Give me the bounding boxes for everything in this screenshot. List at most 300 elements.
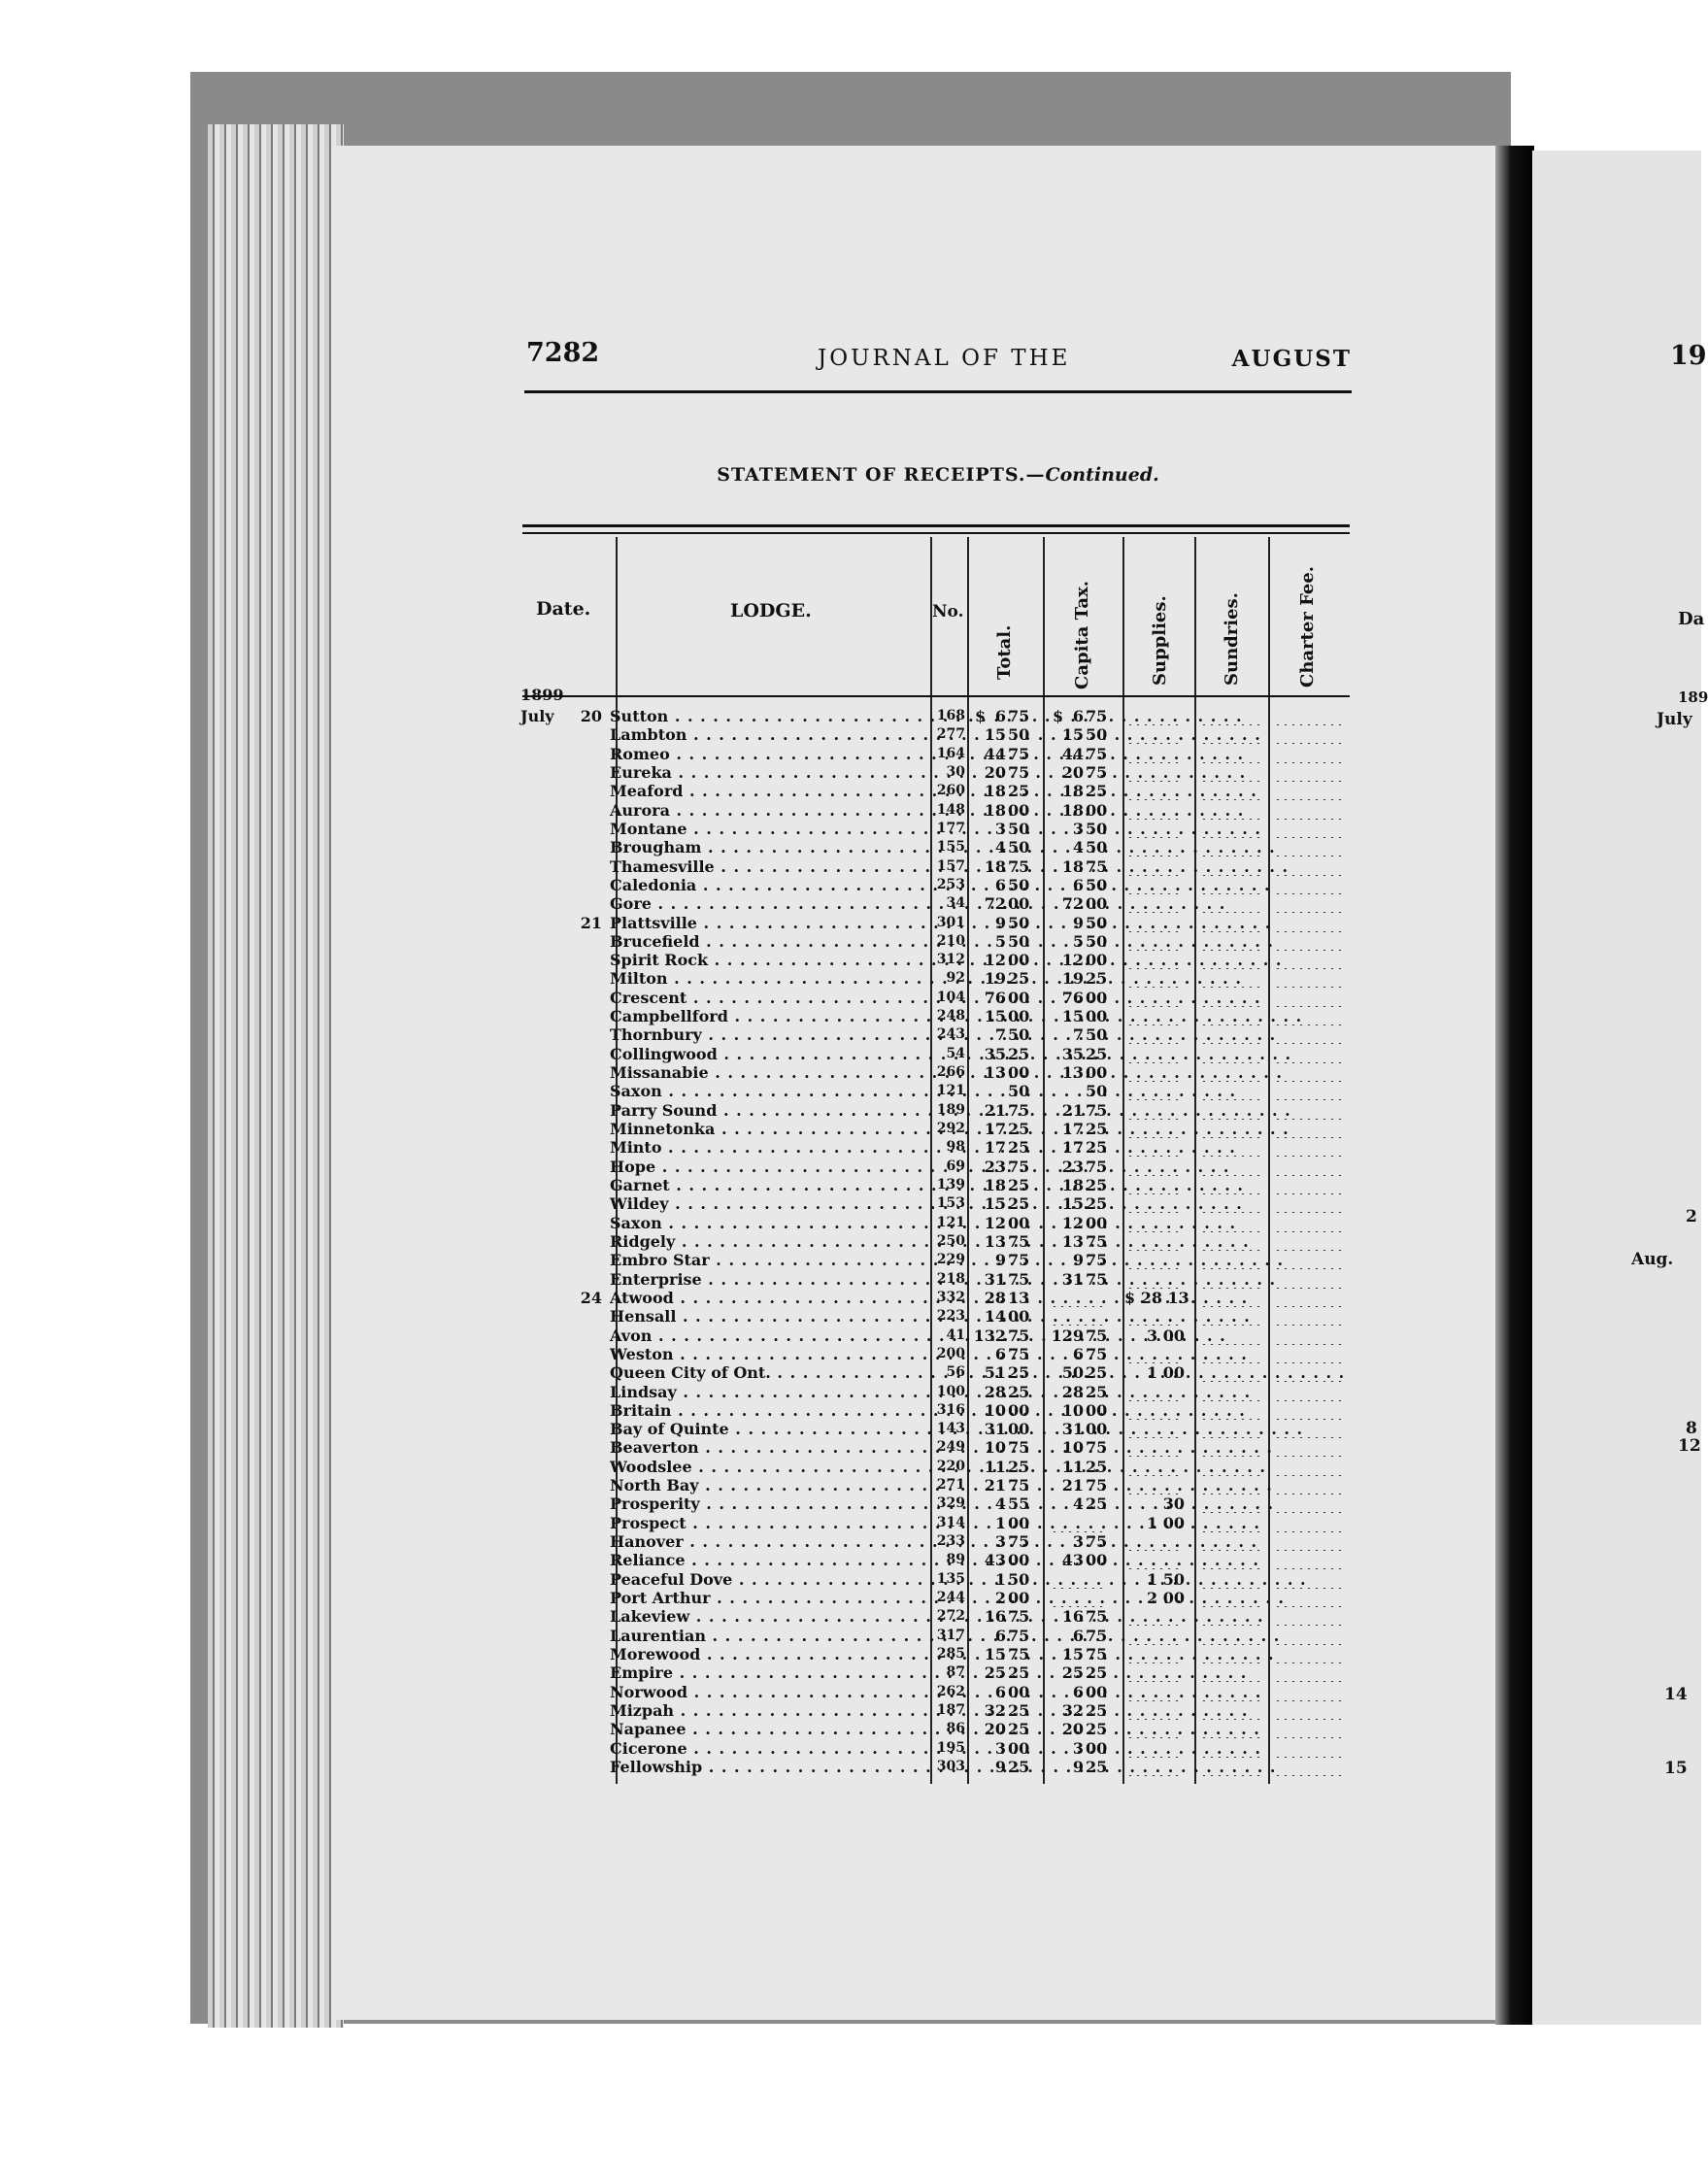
row-total-dollars: 15	[984, 1007, 1006, 1026]
row-total-dollars: 43	[984, 1551, 1006, 1570]
row-supplies-leaders	[1126, 801, 1183, 820]
row-capita-cents: 25	[1086, 1457, 1108, 1476]
row-charter-leaders	[1274, 1570, 1346, 1589]
row-capita-cents: 00	[1086, 1063, 1108, 1083]
row-supplies-leaders	[1126, 1345, 1183, 1363]
table-row	[0, 951, 1701, 969]
row-lodge-number: 177	[936, 820, 965, 836]
row-lodge-number: 187	[936, 1701, 965, 1718]
row-capita-dollars: 13	[1061, 1063, 1084, 1083]
row-total-cents: 75	[1008, 744, 1030, 763]
table-row	[0, 1345, 1701, 1363]
row-capita-dollars: 6	[1072, 707, 1084, 725]
row-sundries-leaders	[1200, 1420, 1262, 1438]
table-row	[0, 1532, 1701, 1551]
table-row	[0, 1327, 1701, 1345]
row-total-dollars: 9	[994, 1251, 1006, 1270]
row-lodge: Saxon . . .	[610, 1082, 930, 1100]
row-lodge-number: 301	[936, 914, 965, 930]
row-total-dollars: 15	[984, 1194, 1006, 1214]
row-total-cents: 25	[1008, 1757, 1030, 1776]
table-row	[0, 1663, 1701, 1682]
row-lodge: Gore . . .	[610, 894, 930, 913]
row-capita-dollars: 50	[1061, 1363, 1084, 1383]
statement-title-text: STATEMENT OF RECEIPTS.—	[717, 464, 1046, 486]
row-total-cents: 75	[1008, 1607, 1030, 1627]
row-total-cents: 75	[1008, 1438, 1030, 1458]
row-charter-leaders	[1274, 1589, 1346, 1607]
row-sundries-leaders	[1200, 801, 1262, 820]
row-capita-cents: 00	[1086, 1213, 1108, 1232]
row-charter-leaders	[1274, 932, 1346, 951]
row-total-cents: 00	[1008, 1682, 1030, 1701]
row-sundries-leaders	[1200, 1270, 1262, 1289]
table-row	[0, 1232, 1701, 1251]
table-row	[0, 1082, 1701, 1100]
row-charter-leaders	[1274, 1045, 1346, 1063]
row-total-dollars: 12	[984, 1213, 1006, 1232]
row-capita-dollars: 23	[1061, 1157, 1084, 1176]
row-supplies-leaders	[1126, 969, 1183, 988]
row-lodge-number: 34	[946, 895, 965, 912]
row-capita-cents: 75	[1086, 1157, 1108, 1176]
row-total-cents: 75	[1008, 1532, 1030, 1552]
row-charter-leaders	[1274, 1739, 1346, 1758]
row-capita-cents: 75	[1086, 1532, 1108, 1552]
row-supplies-leaders	[1126, 1683, 1183, 1701]
row-capita-leaders	[1051, 1514, 1105, 1532]
row-sundries-leaders	[1200, 1683, 1262, 1701]
row-lodge: Crescent . . .	[610, 989, 930, 1007]
row-total-dollars: 17	[984, 1120, 1006, 1139]
row-lodge-number: 189	[936, 1101, 965, 1118]
col-header-total: Total.	[994, 624, 1015, 680]
row-charter-leaders	[1274, 1307, 1346, 1326]
row-lodge-number: 210	[936, 932, 965, 949]
row-capita-dollars: 32	[1061, 1700, 1084, 1720]
row-capita-dollars: 15	[1061, 1645, 1084, 1663]
row-total-dollars: 32	[984, 1700, 1006, 1720]
row-total-dollars: 44	[984, 744, 1006, 763]
row-lodge-number: 244	[936, 1590, 965, 1606]
row-supplies-leaders	[1126, 857, 1183, 876]
row-supplies-leaders	[1126, 1720, 1183, 1738]
row-supplies-leaders	[1126, 820, 1183, 838]
row-total-cents: 00	[1008, 1063, 1030, 1083]
row-lodge: North Bay . . .	[610, 1476, 930, 1495]
row-lodge-number: 229	[936, 1252, 965, 1268]
row-sundries-leaders	[1200, 1251, 1262, 1269]
row-lodge: Hope . . .	[610, 1158, 930, 1176]
row-capita-cents: 25	[1086, 1663, 1108, 1683]
row-lodge-number: 195	[936, 1739, 965, 1756]
row-sundries-leaders	[1200, 1627, 1262, 1645]
row-supplies-leaders	[1126, 1120, 1183, 1138]
row-lodge: Caledonia . . .	[610, 876, 930, 894]
row-month: July	[520, 707, 554, 725]
row-capita-dollars: 9	[1072, 913, 1084, 932]
row-capita-dollars: 31	[1061, 1420, 1084, 1439]
row-supplies-leaders	[1126, 1551, 1183, 1569]
row-total-cents: 50	[1008, 838, 1030, 857]
row-charter-leaders	[1274, 725, 1346, 744]
row-supplies-leaders	[1126, 745, 1183, 763]
row-total-dollars: 9	[994, 1757, 1006, 1776]
row-total-dollars: 21	[984, 1100, 1006, 1120]
row-charter-leaders	[1274, 1495, 1346, 1513]
row-sundries-leaders	[1200, 1345, 1262, 1363]
row-capita-dollars: 20	[1061, 1720, 1084, 1739]
row-charter-leaders	[1274, 989, 1346, 1007]
row-lodge: Morewood . . .	[610, 1645, 930, 1663]
row-sundries-leaders	[1200, 1158, 1262, 1176]
table-row	[0, 1363, 1701, 1382]
table-row	[0, 745, 1701, 763]
row-lodge: Milton . . .	[610, 969, 930, 988]
row-sundries-leaders	[1200, 1663, 1262, 1682]
table-row	[0, 1045, 1701, 1063]
row-total-cents: 00	[1008, 1007, 1030, 1026]
row-lodge-number: 54	[946, 1045, 965, 1061]
table-row	[0, 1214, 1701, 1232]
row-capita-cents: 50	[1086, 1025, 1108, 1045]
row-sundries-leaders	[1200, 1363, 1262, 1382]
statement-continued: Continued.	[1045, 464, 1159, 486]
table-row	[0, 1683, 1701, 1701]
row-lodge: Fellowship . . .	[610, 1758, 930, 1776]
row-lodge: Minnetonka . . .	[610, 1120, 930, 1138]
row-capita-cents: 00	[1086, 1007, 1108, 1026]
row-supplies-leaders	[1126, 1307, 1183, 1326]
row-total-dollars: 31	[984, 1269, 1006, 1289]
row-total-dollars: 16	[984, 1607, 1006, 1627]
row-charter-leaders	[1274, 745, 1346, 763]
row-charter-leaders	[1274, 1383, 1346, 1401]
row-capita-dollars: 6	[1072, 1626, 1084, 1645]
row-total-cents: 25	[1008, 1663, 1030, 1683]
row-supplies-leaders	[1126, 1739, 1183, 1758]
row-lodge-number: 317	[936, 1627, 965, 1643]
row-total-dollars: 13	[984, 1063, 1006, 1083]
row-lodge: Lambton . . .	[610, 725, 930, 744]
row-capita-dollars: 3	[1072, 1738, 1084, 1758]
row-supplies-leaders	[1126, 1701, 1183, 1720]
row-supplies-leaders	[1126, 1627, 1183, 1645]
row-capita-cents: 75	[1086, 1269, 1108, 1289]
statement-title	[524, 464, 1352, 486]
table-row	[0, 820, 1701, 838]
row-charter-leaders	[1274, 1176, 1346, 1194]
row-capita-cents: 50	[1086, 913, 1108, 932]
row-lodge-number: 139	[936, 1177, 965, 1192]
row-capita-dollars: 17	[1061, 1120, 1084, 1139]
row-lodge-number: 69	[946, 1158, 965, 1174]
row-total-dollars: 7	[994, 1025, 1006, 1045]
row-sundries-leaders	[1200, 1401, 1262, 1420]
row-capita-dollars: 31	[1061, 1269, 1084, 1289]
row-supplies-leaders	[1126, 1176, 1183, 1194]
row-capita-cents: 25	[1086, 969, 1108, 989]
row-lodge-number: 157	[936, 857, 965, 874]
row-day: 20	[580, 707, 602, 725]
row-supplies-leaders	[1126, 914, 1183, 932]
row-supplies: 1 50	[1147, 1569, 1185, 1589]
row-lodge-number: 168	[936, 708, 965, 723]
row-total-cents: 25	[1008, 1194, 1030, 1214]
row-sundries-leaders	[1200, 1063, 1262, 1082]
row-supplies-leaders	[1126, 932, 1183, 951]
row-sundries-leaders	[1200, 1138, 1262, 1157]
row-total-cents: 75	[1008, 1626, 1030, 1645]
row-total-cents: 50	[1008, 1569, 1030, 1589]
row-total-cents: 75	[1008, 1100, 1030, 1120]
row-lodge: Montane . . .	[610, 820, 930, 838]
row-charter-leaders	[1274, 951, 1346, 969]
row-lodge-number: 155	[936, 839, 965, 856]
row-charter-leaders	[1274, 1683, 1346, 1701]
table-row	[0, 1120, 1701, 1138]
row-capita-cents: 75	[1086, 1231, 1108, 1251]
table-row	[0, 914, 1701, 932]
table-row	[0, 969, 1701, 988]
row-charter-leaders	[1274, 1025, 1346, 1044]
row-charter-leaders	[1274, 1194, 1346, 1213]
col-header-charter-fee: Charter Fee.	[1297, 565, 1318, 688]
row-total-cents: 50	[1008, 931, 1030, 951]
row-sundries-leaders	[1200, 782, 1262, 800]
row-total-dollars: 18	[984, 856, 1006, 876]
row-sundries-leaders	[1200, 1025, 1262, 1044]
row-total-cents: 50	[1008, 1082, 1030, 1101]
row-supplies-leaders	[1126, 763, 1183, 782]
row-total-cents: 75	[1008, 1251, 1030, 1270]
row-total-dollars: 6	[994, 1626, 1006, 1645]
row-charter-leaders	[1274, 1327, 1346, 1345]
row-lodge: Collingwood . . .	[610, 1045, 930, 1063]
row-supplies-leaders	[1126, 725, 1183, 744]
row-lodge: Prosperity . . .	[610, 1495, 930, 1513]
row-sundries-leaders	[1200, 1045, 1262, 1063]
row-charter-leaders	[1274, 782, 1346, 800]
row-supplies-leaders	[1126, 1270, 1183, 1289]
row-lodge: Missanabie . . .	[610, 1063, 930, 1082]
row-lodge: Garnet . . .	[610, 1176, 930, 1194]
row-capita-leaders	[1051, 1307, 1105, 1326]
row-lodge: Sutton . . .	[610, 707, 930, 725]
row-total-dollars: 13	[984, 1231, 1006, 1251]
row-lodge-number: 98	[946, 1139, 965, 1156]
row-sundries-leaders	[1200, 1758, 1262, 1776]
row-total-dollars: 3	[994, 1532, 1006, 1552]
row-sundries-leaders	[1200, 820, 1262, 838]
row-sundries-leaders	[1200, 1739, 1262, 1758]
table-row	[0, 876, 1701, 894]
row-total-dollars: 72	[984, 894, 1006, 914]
row-lodge-number: 164	[936, 745, 965, 761]
row-lodge: Avon . . .	[610, 1327, 930, 1345]
row-capita-cents: 00	[1086, 800, 1108, 820]
row-total-cents: 00	[1008, 1589, 1030, 1608]
row-total-cents: 00	[1008, 1420, 1030, 1439]
page-number: 7282	[526, 338, 600, 368]
table-row	[0, 1495, 1701, 1513]
row-lodge-number: 56	[946, 1364, 965, 1381]
facing-day-4: 14	[1664, 1685, 1688, 1704]
row-sundries-leaders	[1200, 969, 1262, 988]
row-lodge: Napanee . . .	[610, 1720, 930, 1738]
row-total-dollars: 19	[984, 969, 1006, 989]
row-total-cents: 75	[1008, 1326, 1030, 1345]
row-capita-cents: 25	[1086, 1176, 1108, 1194]
row-total-dollars: 4	[994, 1495, 1006, 1514]
row-sundries-leaders	[1200, 1194, 1262, 1213]
row-capita-dollars: 43	[1061, 1551, 1084, 1570]
row-lodge: Hanover . . .	[610, 1532, 930, 1551]
row-total-dollars: 18	[984, 800, 1006, 820]
row-lodge: Parry Sound . . .	[610, 1101, 930, 1120]
row-lodge-number: 100	[936, 1383, 965, 1399]
row-total-dollars: 20	[984, 1720, 1006, 1739]
row-capita-dollars: 4	[1072, 1495, 1084, 1514]
row-capita-cents: 25	[1086, 1120, 1108, 1139]
row-capita-cents: 50	[1086, 838, 1108, 857]
row-lodge-number: 314	[936, 1514, 965, 1530]
row-total-cents: 75	[1008, 707, 1030, 725]
row-capita-dollars: 25	[1061, 1663, 1084, 1683]
table-row	[0, 1158, 1701, 1176]
row-charter-leaders	[1274, 1532, 1346, 1551]
row-capita-dollars: 21	[1061, 1476, 1084, 1495]
row-lodge: Saxon . . .	[610, 1214, 930, 1232]
row-lodge-number: 223	[936, 1308, 965, 1325]
row-lodge: Eureka . . .	[610, 763, 930, 782]
row-charter-leaders	[1274, 1663, 1346, 1682]
row-supplies: 1 00	[1147, 1513, 1185, 1532]
row-capita-cents: 00	[1086, 951, 1108, 970]
row-charter-leaders	[1274, 1158, 1346, 1176]
row-charter-leaders	[1274, 1758, 1346, 1776]
facing-day-1: 2	[1686, 1207, 1697, 1226]
row-charter-leaders	[1274, 914, 1346, 932]
row-lodge: Empire . . .	[610, 1663, 930, 1682]
row-lodge: Bay of Quinte . . .	[610, 1420, 930, 1438]
row-lodge-number: 329	[936, 1495, 965, 1512]
row-total-dollars: 51	[984, 1363, 1006, 1383]
row-lodge: Thamesville . . .	[610, 857, 930, 876]
table-row	[0, 1289, 1701, 1307]
row-capita-cents: 75	[1086, 1607, 1108, 1627]
table-row	[0, 1720, 1701, 1738]
row-supplies: 1 00	[1147, 1363, 1185, 1383]
row-sundries-leaders	[1200, 951, 1262, 969]
row-total-cents: 75	[1008, 1269, 1030, 1289]
row-total-cents: 25	[1008, 1120, 1030, 1139]
row-charter-leaders	[1274, 1607, 1346, 1626]
row-total-cents: 25	[1008, 782, 1030, 801]
row-supplies-leaders	[1126, 1438, 1183, 1457]
row-capita-cents: 75	[1086, 1476, 1108, 1495]
table-row	[0, 1251, 1701, 1269]
row-capita-cents: 00	[1086, 1420, 1108, 1439]
row-charter-leaders	[1274, 1232, 1346, 1251]
row-lodge-number: 87	[946, 1664, 965, 1681]
row-capita-cents: 75	[1086, 856, 1108, 876]
row-sundries-leaders	[1200, 1383, 1262, 1401]
row-capita-cents: 25	[1086, 1044, 1108, 1063]
row-charter-leaders	[1274, 1251, 1346, 1269]
row-lodge-number: 153	[936, 1195, 965, 1212]
row-total-cents: 50	[1008, 819, 1030, 838]
row-charter-leaders	[1274, 1551, 1346, 1569]
row-capita-dollars: 3	[1072, 1532, 1084, 1552]
row-total-cents: 75	[1008, 1231, 1030, 1251]
row-capita-cents: 25	[1086, 1363, 1108, 1383]
col-header-no: No.	[932, 602, 964, 621]
row-lodge: Atwood . . .	[610, 1289, 930, 1307]
facing-day-5: 15	[1664, 1759, 1688, 1778]
table-row	[0, 1063, 1701, 1082]
row-lodge: Hensall . . .	[610, 1307, 930, 1326]
row-supplies-leaders	[1126, 1607, 1183, 1626]
row-lodge: Britain . . .	[610, 1401, 930, 1420]
row-sundries-leaders	[1200, 1101, 1262, 1120]
row-total-dollars: 21	[984, 1476, 1006, 1495]
row-total-cents: 25	[1008, 1363, 1030, 1383]
row-capita-leaders	[1051, 1570, 1105, 1589]
row-capita-dollars: 7	[1072, 1025, 1084, 1045]
row-supplies-leaders	[1126, 1476, 1183, 1495]
row-lodge-number: 243	[936, 1026, 965, 1043]
row-lodge-number: 121	[936, 1214, 965, 1230]
row-lodge-number: 41	[946, 1327, 965, 1343]
row-sundries-leaders	[1200, 763, 1262, 782]
row-sundries-leaders	[1200, 1438, 1262, 1457]
row-capita-dollars: 15	[1061, 725, 1084, 745]
row-supplies-leaders	[1126, 1663, 1183, 1682]
table-row	[0, 1383, 1701, 1401]
row-supplies-leaders	[1126, 838, 1183, 856]
row-supplies-leaders	[1126, 1420, 1183, 1438]
row-capita-dollars: 9	[1072, 1757, 1084, 1776]
row-sundries-leaders	[1200, 1232, 1262, 1251]
row-capita-dollars: 6	[1072, 875, 1084, 894]
row-sundries-leaders	[1200, 1120, 1262, 1138]
row-sundries-leaders	[1200, 1532, 1262, 1551]
row-capita-cents: 50	[1086, 1082, 1108, 1101]
row-total-cents: 00	[1008, 1307, 1030, 1327]
row-charter-leaders	[1274, 1458, 1346, 1476]
row-charter-leaders	[1274, 763, 1346, 782]
row-capita-dollars: 17	[1061, 1138, 1084, 1158]
row-supplies-leaders	[1126, 951, 1183, 969]
row-charter-leaders	[1274, 1289, 1346, 1307]
row-lodge-number: 249	[936, 1439, 965, 1456]
row-lodge-number: 260	[936, 783, 965, 799]
row-supplies-leaders	[1126, 1158, 1183, 1176]
table-row	[0, 1194, 1701, 1213]
row-total-dollars: 18	[984, 1176, 1006, 1194]
row-sundries-leaders	[1200, 1289, 1262, 1307]
row-capita-dollars: 15	[1061, 1194, 1084, 1214]
row-charter-leaders	[1274, 1007, 1346, 1025]
row-total-cents: 25	[1008, 969, 1030, 989]
row-capita-cents: 00	[1086, 1400, 1108, 1420]
table-row	[0, 1645, 1701, 1663]
row-total-cents: 00	[1008, 1551, 1030, 1570]
row-lodge-number: 30	[946, 763, 965, 780]
row-lodge-number: 250	[936, 1232, 965, 1249]
row-lodge: Minto . . .	[610, 1138, 930, 1157]
